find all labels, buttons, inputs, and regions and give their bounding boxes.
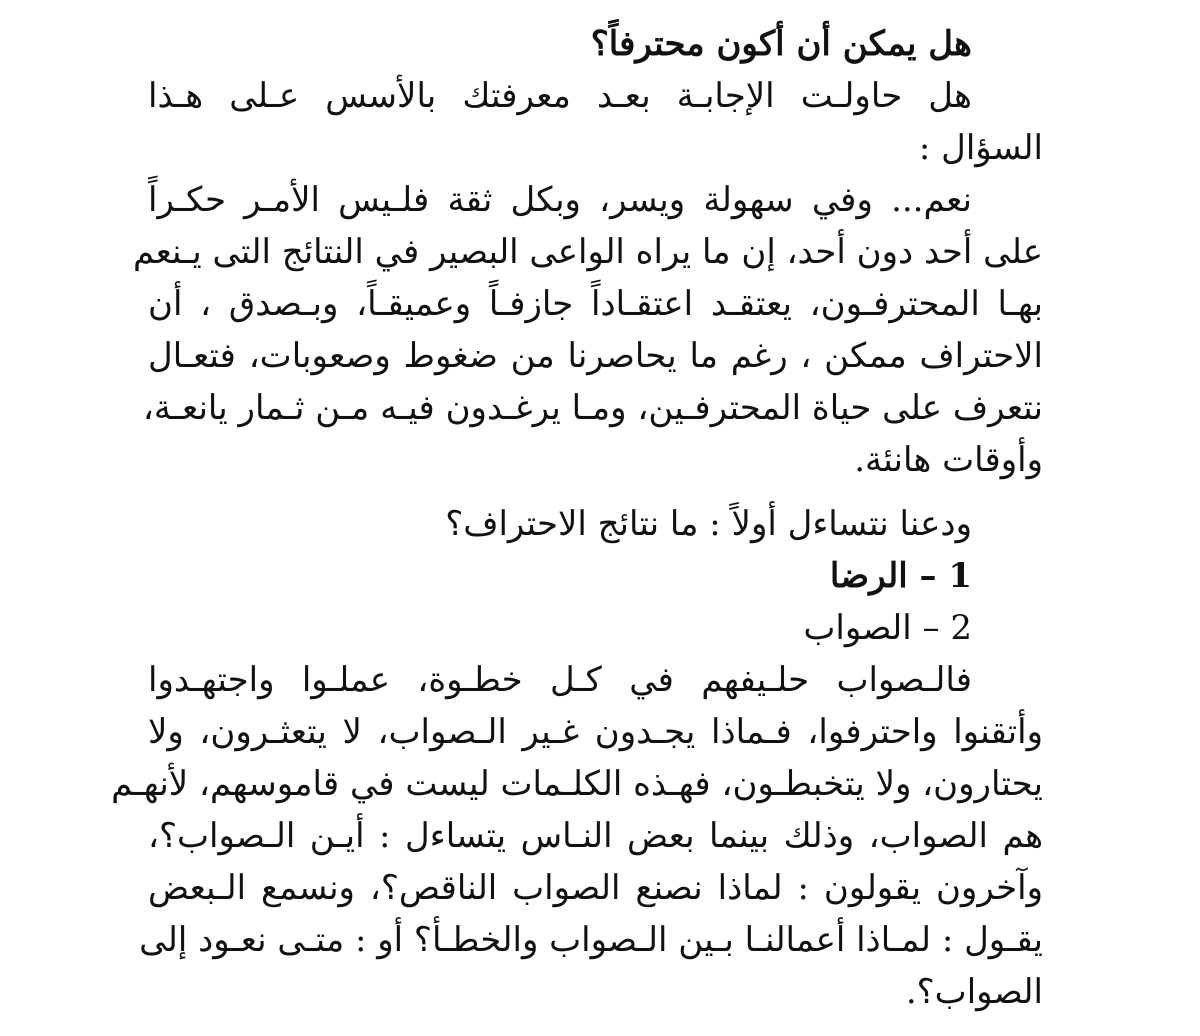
text-line: نعم... وفي سهولة ويسر، وبكل ثقة فلـيس الأمـر حكـراً <box>148 180 972 220</box>
text-line: الاحتراف ممكن ، رغم ما يحاصرنا من ضغوط وصعوبات، فتعـال <box>148 336 1043 376</box>
section-heading: هل يمكن أن أكون محترفاً؟ <box>590 24 972 64</box>
text-line: وآخرون يقولون : لماذا نصنع الصواب الناقص؟، ونسمع الـبعض <box>148 868 1043 908</box>
text-line: يقـول : لمـاذا أعمالنـا بـين الـصواب والخطـأ؟ أو : متـى نعـود إلى <box>139 920 1043 960</box>
list-item: 2 – الصواب <box>803 608 972 648</box>
text-line: وأوقات هانئة. <box>854 440 1043 480</box>
text-line: هل حاولـت الإجابـة بعـد معرفتك بالأسس عـلى هـذا <box>148 76 972 116</box>
text-line: يحتارون، ولا يتخبطـون، فهـذه الكلـمات ليست في قاموسهم، لأنهـم <box>111 764 1043 804</box>
text-line: على أحد دون أحد، إن ما يراه الواعى البصير في النتائج التى يـنعم <box>133 232 1043 272</box>
text-line: وأتقنوا واحترفوا، فـماذا يجـدون غـير الـصواب، لا يتعثـرون، ولا <box>148 712 1043 752</box>
list-item: 1 – الرضا <box>829 556 972 596</box>
text-line: ودعنا نتساءل أولاً : ما نتائج الاحتراف؟ <box>445 504 972 544</box>
text-line: الصواب؟. <box>905 972 1043 1012</box>
text-line: السؤال : <box>918 128 1043 168</box>
text-line: فالـصواب حلـيفهم في كـل خطـوة، عملـوا واجتهـدوا <box>148 660 972 700</box>
text-line: هم الصواب، وذلك بينما بعض النـاس يتساءل : أيـن الـصواب؟، <box>148 816 1044 856</box>
text-line: بهـا المحترفـون، يعتقـد اعتقـاداً جازفـاً وعميقـاً، وبـصدق ، أن <box>148 284 1043 324</box>
text-line: نتعرف على حياة المحترفـين، ومـا يرغـدون فيـه مـن ثـمار يانعـة، <box>142 388 1043 428</box>
